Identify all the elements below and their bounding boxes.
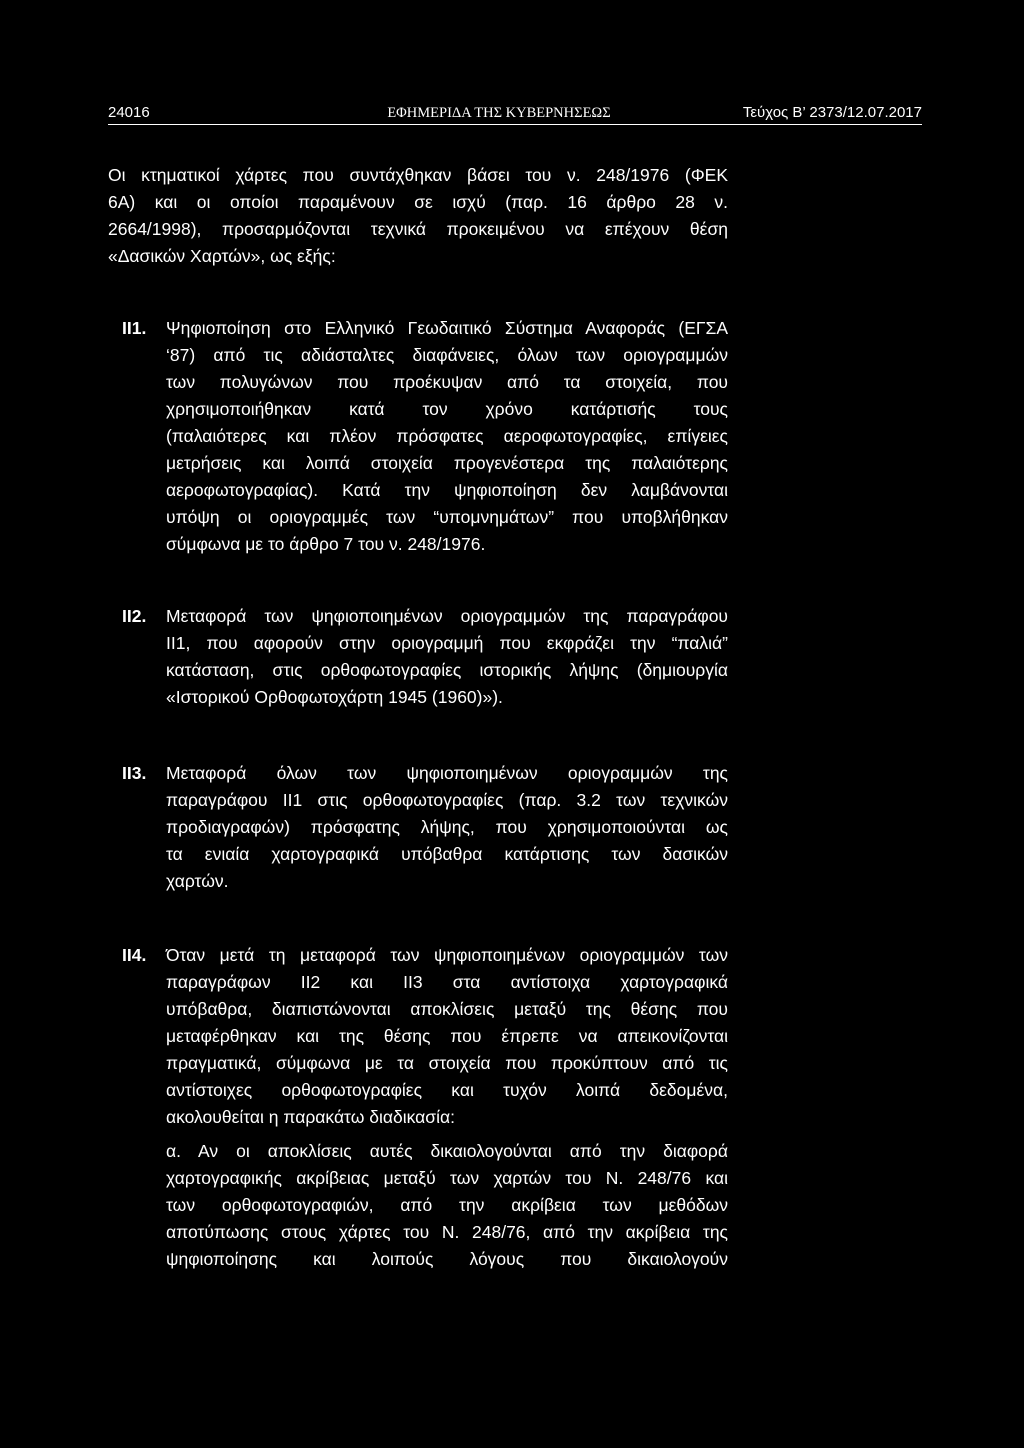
text-line: αντίστοιχες ορθοφωτογραφίες και τυχόν λοιπά δεδομένα, bbox=[166, 1080, 728, 1100]
text-line: ακολουθείται η παρακάτω διαδικασία: bbox=[166, 1107, 455, 1127]
text-line: πραγματικά, σύμφωνα με τα στοιχεία που προκύπτουν από τις bbox=[166, 1053, 728, 1073]
text-line: 2664/1998), προσαρμόζονται τεχνικά προκειμένου να επέχουν θέση bbox=[108, 219, 728, 239]
text-line: υπόψη οι οριογραμμές των “υπομνημάτων” που υποβλήθηκαν bbox=[166, 507, 728, 527]
page-number: 24016 bbox=[108, 104, 150, 121]
text-line: σύμφωνα με το άρθρο 7 του ν. 248/1976. bbox=[166, 534, 486, 554]
text-line: α. Αν οι αποκλίσεις αυτές δικαιολογούνται από την διαφορά bbox=[166, 1141, 728, 1161]
subparagraph-alpha bbox=[166, 1138, 728, 1273]
header-rule bbox=[108, 124, 922, 125]
item-ii2 bbox=[122, 603, 728, 711]
item-label: ΙΙ2. bbox=[122, 606, 147, 626]
text-line: ΙΙ1, που αφορούν στην οριογραμμή που εκφράζει την “παλιά” bbox=[166, 633, 728, 653]
text-line: υπόβαθρα, διαπιστώνονται αποκλίσεις μεταξύ της θέσης που bbox=[166, 999, 728, 1019]
item-ii3 bbox=[122, 760, 728, 895]
text-line: αποτύπωσης στους χάρτες του Ν. 248/76, από την ακρίβεια της bbox=[166, 1222, 728, 1242]
text-line: ‘87) από τις αδιάσταλτες διαφάνειες, όλων των οριογραμμών bbox=[166, 345, 728, 365]
text-line: χρησιμοποιήθηκαν κατά τον χρόνο κατάρτισής τους bbox=[166, 399, 728, 419]
text-line: Μεταφορά όλων των ψηφιοποιημένων οριογραμμών της bbox=[166, 763, 728, 783]
publication-title: ΕΦΗΜΕΡΙΔΑ ΤΗΣ ΚΥΒΕΡΝΗΣΕΩΣ bbox=[387, 105, 611, 121]
text-line: Μεταφορά των ψηφιοποιημένων οριογραμμών της παραγράφου bbox=[166, 606, 728, 626]
text-line: χαρτών. bbox=[166, 871, 229, 891]
item-text bbox=[166, 760, 728, 895]
text-line: 6Α) και οι οποίοι παραμένουν σε ισχύ (παρ. 16 άρθρο 28 ν. bbox=[108, 192, 728, 212]
item-text bbox=[166, 315, 728, 558]
text-line: των ορθοφωτογραφιών, από την ακρίβεια των μεθόδων bbox=[166, 1195, 728, 1215]
text-line: χαρτογραφικής ακρίβειας μεταξύ των χαρτών του Ν. 248/76 και bbox=[166, 1168, 728, 1188]
text-line: μετρήσεις και λοιπά στοιχεία προγενέστερα της παλαιότερης bbox=[166, 453, 728, 473]
text-line: (παλαιότερες και πλέον πρόσφατες αεροφωτογραφίες, επίγειες bbox=[166, 426, 728, 446]
text-line: «Ιστορικού Ορθοφωτοχάρτη 1945 (1960)»). bbox=[166, 687, 503, 707]
intro-paragraph bbox=[108, 162, 728, 270]
text-line: Οι κτηματικοί χάρτες που συντάχθηκαν βάσει του ν. 248/1976 (ΦΕΚ bbox=[108, 165, 728, 185]
text-line: των πολυγώνων που προέκυψαν από τα στοιχεία, που bbox=[166, 372, 728, 392]
text-line: Όταν μετά τη μεταφορά των ψηφιοποιημένων οριογραμμών των bbox=[166, 945, 728, 965]
item-label: ΙΙ1. bbox=[122, 318, 147, 338]
text-line: κατάσταση, στις ορθοφωτογραφίες ιστορικής λήψης (δημιουργία bbox=[166, 660, 728, 680]
text-line: αεροφωτογραφίας). Κατά την ψηφιοποίηση δεν λαμβάνονται bbox=[166, 480, 728, 500]
item-ii4 bbox=[122, 942, 728, 1131]
text-line: ψηφιοποίησης και λοιπούς λόγους που δικαιολογούν bbox=[166, 1249, 728, 1269]
item-label: ΙΙ4. bbox=[122, 945, 147, 965]
text-line: μεταφέρθηκαν και της θέσης που έπρεπε να απεικονίζονται bbox=[166, 1026, 728, 1046]
text-line: παραγράφου ΙΙ1 στις ορθοφωτογραφίες (παρ. 3.2 των τεχνικών bbox=[166, 790, 728, 810]
item-text bbox=[166, 603, 728, 711]
item-ii1 bbox=[122, 315, 728, 558]
text-line: προδιαγραφών) πρόσφατης λήψης, που χρησιμοποιούνται ως bbox=[166, 817, 728, 837]
item-text bbox=[166, 942, 728, 1131]
text-line: παραγράφων ΙΙ2 και ΙΙ3 στα αντίστοιχα χαρτογραφικά bbox=[166, 972, 728, 992]
text-line: τα ενιαία χαρτογραφικά υπόβαθρα κατάρτισης των δασικών bbox=[166, 844, 728, 864]
text-line: «Δασικών Χαρτών», ως εξής: bbox=[108, 246, 336, 266]
text-line: Ψηφιοποίηση στο Ελληνικό Γεωδαιτικό Σύστημα Αναφοράς (ΕΓΣΑ bbox=[166, 318, 728, 338]
item-label: ΙΙ3. bbox=[122, 763, 147, 783]
issue-reference: Τεύχος Β’ 2373/12.07.2017 bbox=[742, 104, 922, 121]
